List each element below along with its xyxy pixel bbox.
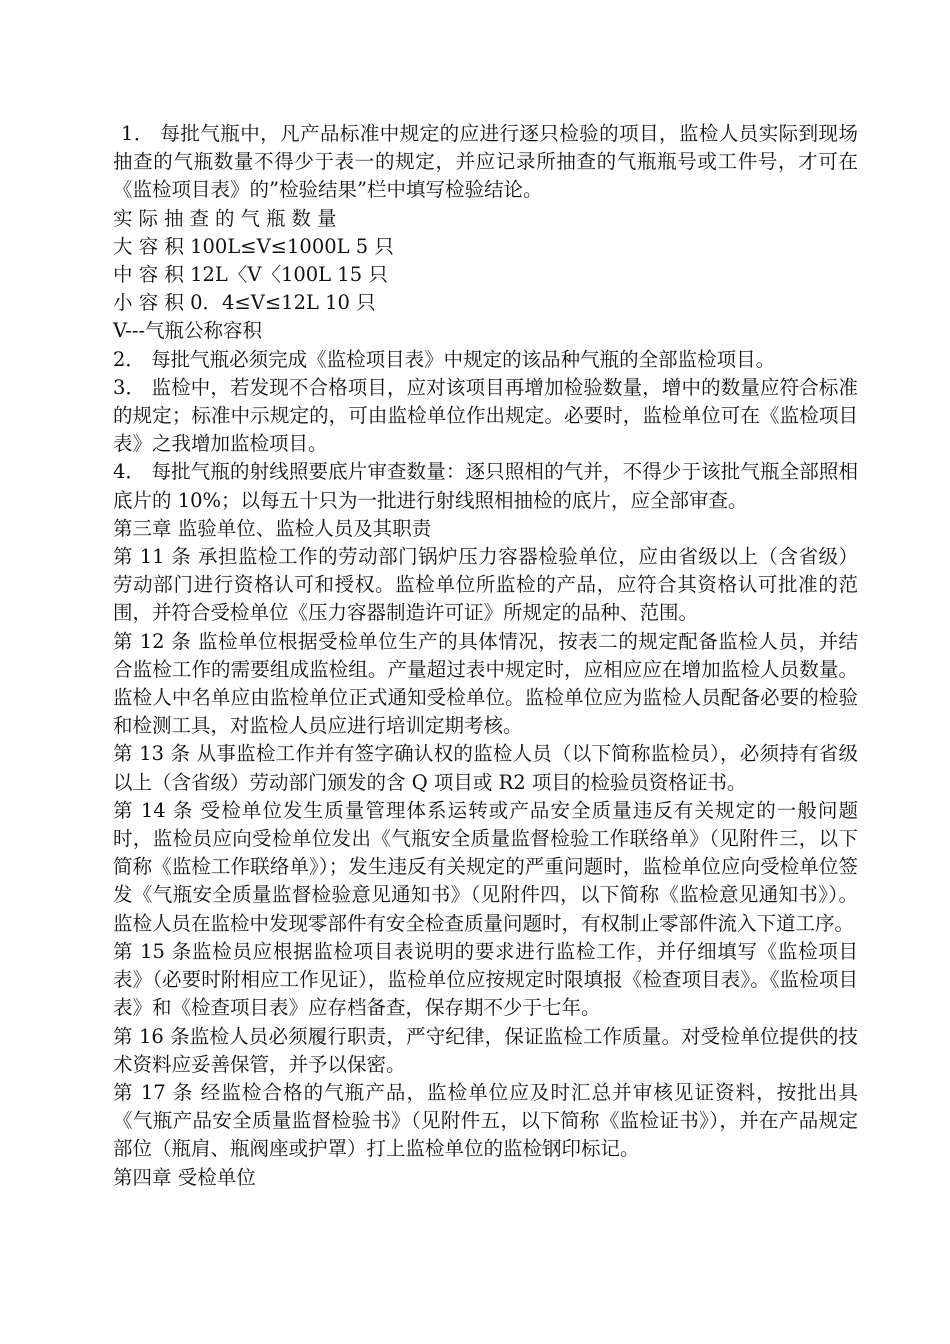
article-15: 第 15 条监检员应根据监检项目表说明的要求进行监检工作，并仔细填写《监检项目表》（必要时附相应工作见证），监检单位应按规定时限填报《检查项目表》。《监检项目表》和《检查项目表》应存档备查，保存期不少于七年。 bbox=[113, 939, 858, 1020]
article-11: 第 11 条 承担监检工作的劳动部门锅炉压力容器检验单位，应由省级以上（含省级）劳动部门进行资格认可和授权。监检单位所监检的产品，应符合其资格认可批准的范围，并符合受检单位《压力容器制造许可证》所规定的品种、范围。 bbox=[113, 545, 858, 625]
paragraph-item-4: 4． 每批气瓶的射线照要底片审查数量：逐只照相的气并，不得少于该批气瓶全部照相底片的 10%；以每五十只为一批进行射线照相抽检的底片，应全部审查。 bbox=[113, 460, 858, 512]
volume-note: V---气瓶公称容积 bbox=[113, 319, 263, 343]
paragraph-item-3: 3． 监检中，若发现不合格项目，应对该项目再增加检验数量，增中的数量应符合标准的规定；标准中示规定的，可由监检单位作出规定。必要时，监检单位可在《监检项目表》之我增加监检项目。 bbox=[113, 375, 858, 456]
article-17: 第 17 条 经监检合格的气瓶产品，监检单位应及时汇总并审核见证资料，按批出具《气瓶产品安全质量监督检验书》（见附件五，以下简称《监检证书》），并在产品规定部位（瓶肩、瓶阀座或护罩）打上监检单位的监检钢印标记。 bbox=[113, 1080, 858, 1161]
article-14: 第 14 条 受检单位发生质量管理体系运转或产品安全质量违反有关规定的一般问题时，监检员应向受检单位发出《气瓶安全质量监督检验工作联络单》（见附件三，以下简称《监检工作联络单》）；发生违反有关规定的严重问题时，监检单位应向受检单位签发《气瓶安全质量监督检验意见通知书》（见附件四，以下简称《监检意见通知书》）。监检人员在监检中发现零部件有安全检查质量问题时，有权制止零部件流入下道工序。 bbox=[113, 798, 858, 935]
chapter-4-heading: 第四章 受检单位 bbox=[113, 1165, 256, 1189]
chapter-3-heading: 第三章 监验单位、监检人员及其职责 bbox=[113, 516, 432, 540]
document-body bbox=[113, 120, 858, 1192]
paragraph-item-2: 2． 每批气瓶必须完成《监检项目表》中规定的该品种气瓶的全部监检项目。 bbox=[113, 347, 776, 371]
table-row-medium-volume: 中 容 积 12L〈V〈100L 15 只 bbox=[113, 263, 388, 287]
table-row-large-volume: 大 容 积 100L≤V≤1000L 5 只 bbox=[113, 234, 394, 258]
article-13: 第 13 条 从事监检工作并有签字确认权的监检人员（以下简称监检员），必须持有省级以上（含省级）劳动部门颁发的含 Q 项目或 R2 项目的检验员资格证书。 bbox=[113, 742, 858, 794]
table-row-small-volume: 小 容 积 0．4≤V≤12L 10 只 bbox=[113, 291, 376, 315]
article-16: 第 16 条监检人员必须履行职责，严守纪律，保证监检工作质量。对受检单位提供的技术资料应妥善保管，并予以保密。 bbox=[113, 1024, 858, 1076]
paragraph-item-1: 1． 每批气瓶中，凡产品标准中规定的应进行逐只检验的项目，监检人员实际到现场抽查的气瓶数量不得少于表一的规定，并应记录所抽查的气瓶瓶号或工件号，才可在《监检项目表》的”检验结果”栏中填写检验结论。 bbox=[113, 122, 858, 202]
table-title: 实际抽查的气瓶数量 bbox=[113, 206, 343, 230]
article-12: 第 12 条 监检单位根据受检单位生产的具体情况，按表二的规定配备监检人员，并结合监检工作的需要组成监检组。产量超过表中规定时，应相应应在增加监检人员数量。监检人中名单应由监检单位正式通知受检单位。监检单位应为监检人员配备必要的检验和检测工具，对监检人员应进行培训定期考核。 bbox=[113, 629, 858, 738]
